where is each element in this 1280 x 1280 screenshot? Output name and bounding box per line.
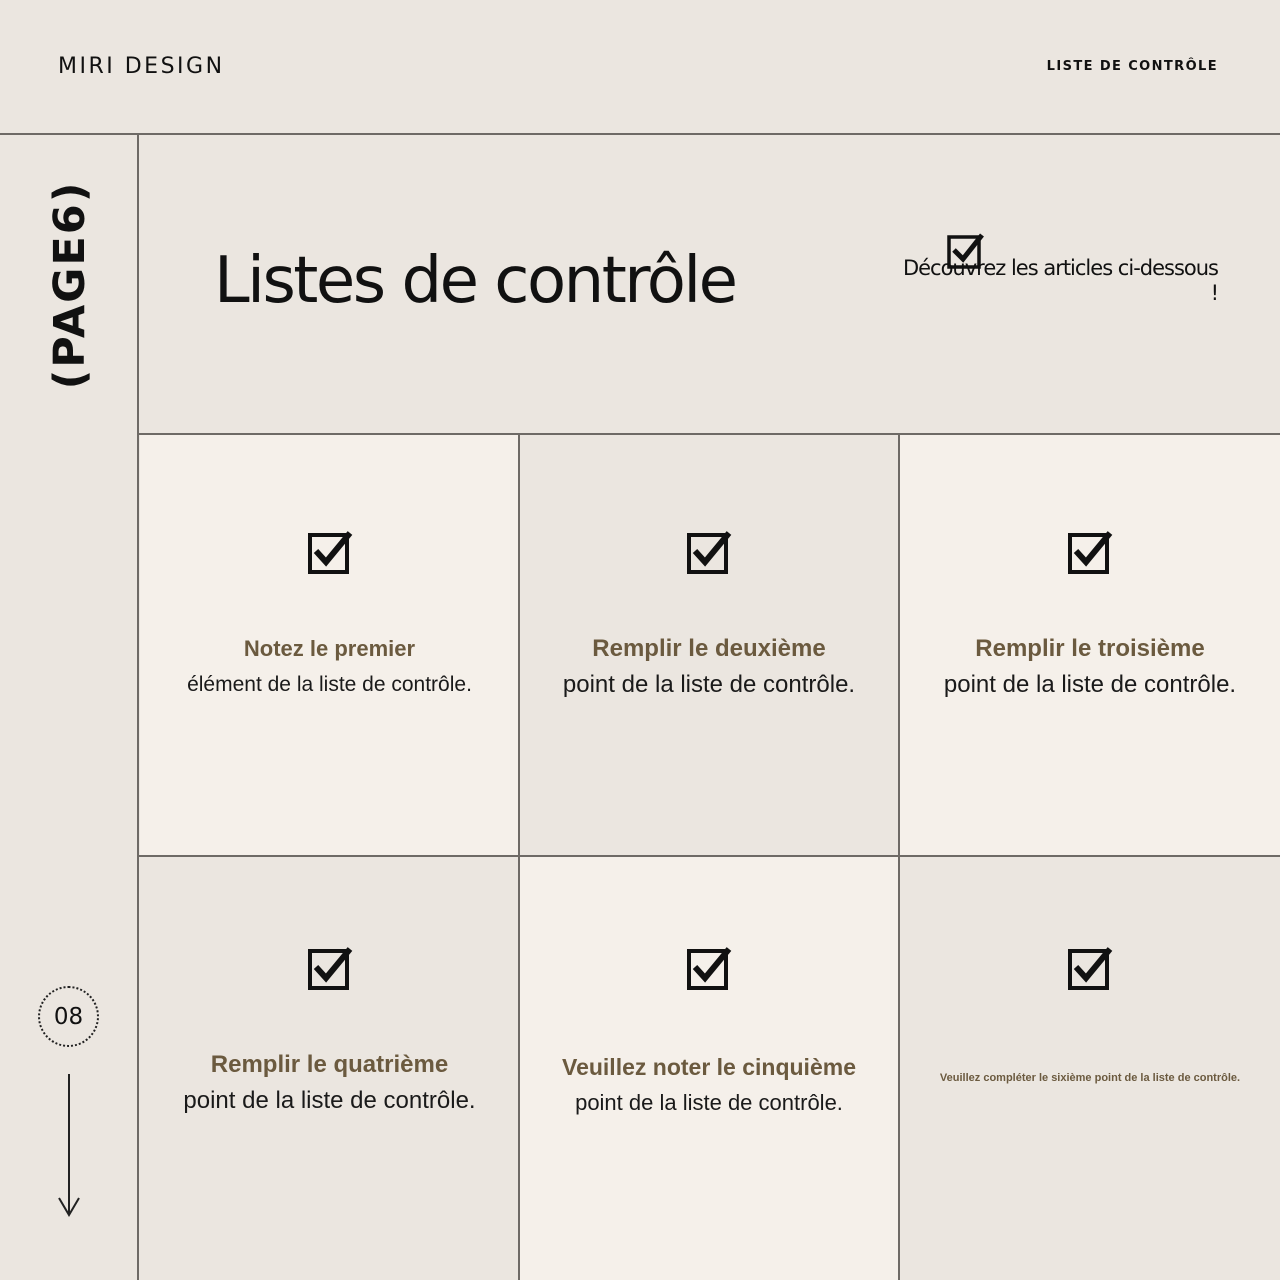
checklist-item-highlight: Veuillez compléter le sixième point de la liste de contrôle. bbox=[939, 1072, 1241, 1084]
grid-divider-col1 bbox=[518, 435, 520, 1280]
checklist-item-text bbox=[900, 631, 1280, 703]
checklist-item-3 bbox=[900, 435, 1280, 855]
checkbox-checked-icon bbox=[686, 945, 732, 991]
checklist-item-1 bbox=[140, 435, 519, 855]
checklist-item-text bbox=[140, 631, 519, 703]
checklist-item-body: point de la liste de contrôle. bbox=[943, 671, 1237, 698]
checklist-item-highlight: Notez le premier bbox=[243, 636, 416, 661]
checklist-item-highlight: Remplir le quatrième bbox=[210, 1051, 449, 1078]
checklist-item-body: point de la liste de contrôle. bbox=[183, 1087, 476, 1114]
checklist-item-4 bbox=[140, 857, 519, 1280]
checklist-item-highlight: Remplir le troisième bbox=[975, 635, 1205, 662]
checklist-item-body: point de la liste de contrôle. bbox=[562, 671, 856, 698]
sidebar-divider bbox=[137, 135, 139, 1280]
checklist-item-highlight: Veuillez noter le cinquième bbox=[562, 1054, 856, 1080]
checklist-item-highlight: Remplir le deuxième bbox=[592, 635, 826, 662]
checklist-item-2 bbox=[520, 435, 898, 855]
checklist-item-text bbox=[140, 1047, 519, 1119]
page-title: Listes de contrôle bbox=[214, 244, 736, 318]
checklist-item-text bbox=[900, 1071, 1280, 1085]
checklist-item-5 bbox=[520, 857, 898, 1280]
page-label: (PAGE6) bbox=[45, 180, 95, 390]
header-title: LISTE DE CONTRÔLE bbox=[1046, 59, 1218, 74]
grid-divider-col2 bbox=[898, 435, 900, 1280]
brand-logo: MIRI DESIGN bbox=[58, 54, 225, 79]
arrow-down-icon bbox=[56, 1072, 82, 1220]
checklist-item-text bbox=[520, 631, 898, 703]
page-number-badge bbox=[38, 986, 99, 1047]
checkbox-checked-icon bbox=[1067, 529, 1113, 575]
grid-divider-middle bbox=[139, 855, 1280, 857]
checkbox-checked-icon bbox=[307, 945, 353, 991]
checkbox-checked-icon bbox=[686, 529, 732, 575]
intro-line-1: Découvrez les articles ci-dessous bbox=[902, 256, 1218, 280]
checklist-item-6 bbox=[900, 857, 1280, 1280]
header-divider bbox=[0, 133, 1280, 135]
checkbox-checked-icon bbox=[1067, 945, 1113, 991]
page-number: 08 bbox=[53, 1003, 84, 1030]
checklist-item-body: élément de la liste de contrôle. bbox=[187, 673, 472, 696]
checkbox-checked-icon bbox=[307, 529, 353, 575]
checklist-item-text bbox=[520, 1049, 898, 1121]
intro-text bbox=[873, 256, 1218, 306]
grid-divider-top bbox=[139, 433, 1280, 435]
intro-line-2: ! bbox=[1210, 281, 1218, 305]
checklist-item-body: point de la liste de contrôle. bbox=[575, 1090, 843, 1115]
